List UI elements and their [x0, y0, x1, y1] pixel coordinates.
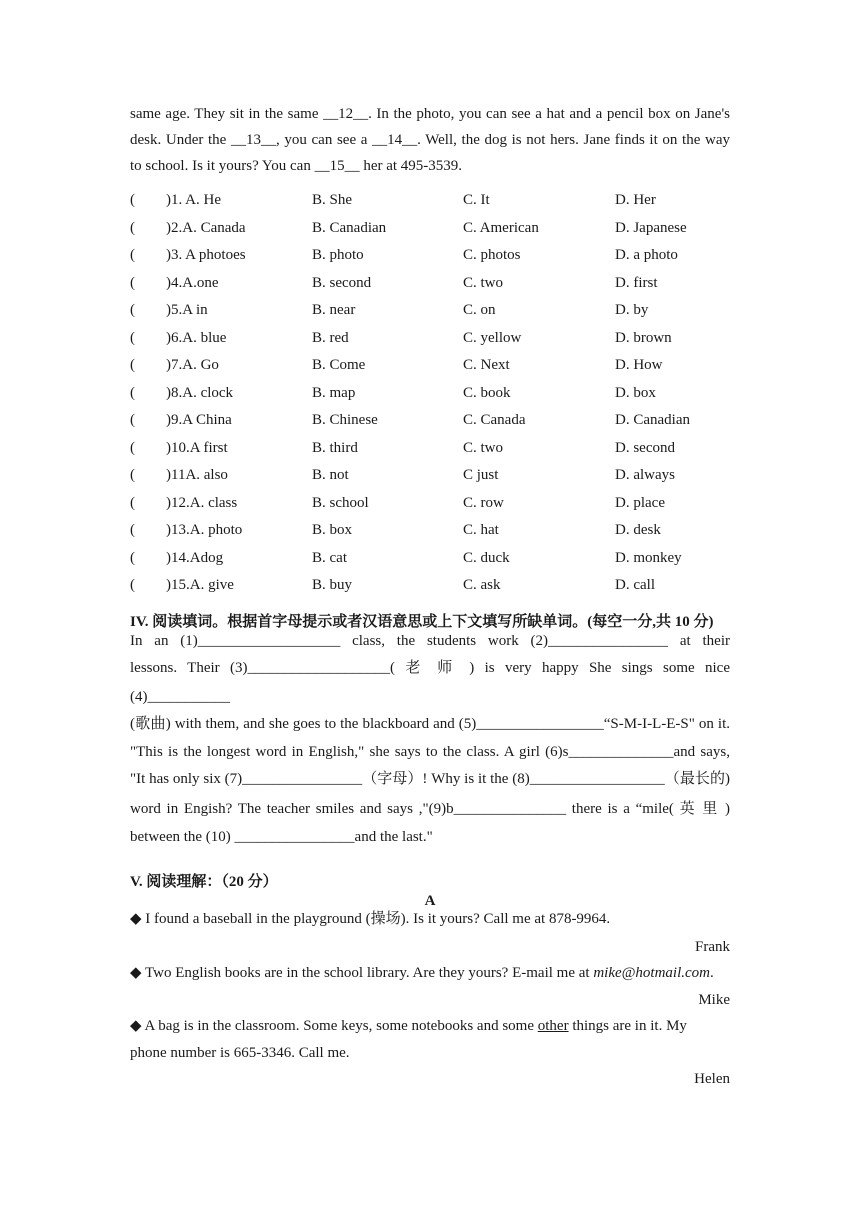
- option-d: D. desk: [615, 522, 661, 538]
- option-a: )15.A. give: [166, 577, 234, 593]
- option-a: )6.A. blue: [166, 329, 227, 346]
- section-5-subheading: A: [424, 893, 436, 909]
- answer-bracket: (: [130, 467, 135, 483]
- option-b: B. map: [312, 384, 356, 401]
- question-row: [130, 575, 730, 595]
- notice-3-line-2: phone number is 665-3346. Call me.: [130, 1045, 350, 1061]
- option-b: B. school: [312, 494, 369, 511]
- option-a: )8.A. clock: [166, 384, 234, 401]
- option-a: )3. A photoes: [166, 247, 246, 263]
- section-4-line-7: word in Engish? The teacher smiles and says ,"(9)b_______________ there is a “mile( 英 里 ): [130, 801, 730, 817]
- passage-line-1: same age. They sit in the same __12__. In the photo, you can see a hat and a pencil box on Jane's: [130, 106, 730, 122]
- answer-bracket: (: [130, 384, 135, 401]
- question-row: [130, 273, 730, 293]
- answer-bracket: (: [130, 219, 135, 236]
- section-4-line-5: "This is the longest word in English," she says to the class. A girl (6)s______________and says,: [130, 744, 730, 760]
- option-d: D. brown: [615, 329, 672, 346]
- answer-bracket: (: [130, 549, 135, 566]
- option-c: C. duck: [463, 549, 510, 566]
- option-c: C. ask: [463, 577, 501, 593]
- option-d: D. first: [615, 274, 658, 291]
- section-4-line-6: "It has only six (7)________________（字母）! Why is it the (8)__________________（最长的): [130, 771, 730, 787]
- section-4-line-1: In an (1)___________________ class, the students work (2)________________ at their: [130, 633, 730, 649]
- question-row: [130, 410, 730, 430]
- section-4-heading: IV. 阅读填词。根据首字母提示或者汉语意思或上下文填写所缺单词。(每空一分,共 10 分): [130, 614, 714, 630]
- notice-3-signature: Helen: [694, 1071, 730, 1087]
- option-c: C. yellow: [463, 329, 522, 346]
- option-c: C. It: [463, 192, 490, 208]
- notice-3-text-a: ◆ A bag is in the classroom. Some keys, some notebooks and some: [130, 1018, 538, 1034]
- option-d: D. monkey: [615, 549, 682, 566]
- option-c: C. Canada: [463, 412, 526, 428]
- notice-2-period: .: [710, 965, 714, 981]
- option-d: D. place: [615, 494, 665, 511]
- question-row: [130, 548, 730, 568]
- question-row: [130, 300, 730, 320]
- question-row: [130, 520, 730, 540]
- answer-bracket: (: [130, 274, 135, 291]
- option-d: D. Japanese: [615, 219, 687, 236]
- option-a: )5.A in: [166, 302, 208, 318]
- option-a: )9.A China: [166, 412, 232, 428]
- option-b: B. Come: [312, 357, 366, 373]
- section-4-line-4: (歌曲) with them, and she goes to the blackboard and (5)_________________“S-M-I-L-E-S" on it.: [130, 716, 730, 732]
- option-b: B. box: [312, 522, 353, 538]
- notice-2: [130, 963, 730, 983]
- answer-bracket: (: [130, 577, 135, 593]
- option-b: B. second: [312, 274, 372, 291]
- question-row: [130, 355, 730, 375]
- notice-3-underlined-word: other: [537, 1018, 569, 1034]
- option-c: C. hat: [463, 522, 499, 538]
- option-d: D. Canadian: [615, 412, 690, 428]
- option-d: D. always: [615, 467, 675, 483]
- passage-line-2: desk. Under the __13__, you can see a __14__. Well, the dog is not hers. Jane finds it on the way: [130, 132, 730, 148]
- option-c: C. Next: [463, 357, 510, 373]
- answer-bracket: (: [130, 439, 135, 456]
- option-b: B. buy: [312, 577, 353, 593]
- section-4-line-8: between the (10) ________________and the last.": [130, 829, 433, 845]
- option-d: D. second: [615, 439, 675, 456]
- option-b: B. She: [312, 192, 353, 208]
- section-4-line-2: lessons. Their (3)___________________( 老 师 ) is very happy She sings some nice: [130, 660, 730, 676]
- option-c: C. on: [463, 302, 496, 318]
- question-row: [130, 218, 730, 238]
- notice-2-email: mike@hotmail.com: [593, 965, 711, 981]
- option-b: B. red: [312, 329, 349, 346]
- option-a: )1. A. He: [166, 192, 221, 208]
- option-c: C. two: [463, 439, 504, 456]
- option-b: B. third: [312, 439, 358, 456]
- answer-bracket: (: [130, 412, 135, 428]
- question-row: [130, 465, 730, 485]
- option-d: D. box: [615, 384, 656, 401]
- answer-bracket: (: [130, 302, 135, 318]
- notice-2-text: ◆ Two English books are in the school library. Are they yours? E-mail me at: [130, 965, 594, 981]
- option-c: C. two: [463, 274, 504, 291]
- option-d: D. How: [615, 357, 663, 373]
- answer-bracket: (: [130, 522, 135, 538]
- option-a: )2.A. Canada: [166, 219, 246, 236]
- answer-bracket: (: [130, 329, 135, 346]
- notice-1-signature: Frank: [695, 939, 730, 955]
- option-d: D. Her: [615, 192, 656, 208]
- question-row: [130, 383, 730, 403]
- option-b: B. Canadian: [312, 219, 387, 236]
- option-a: )4.A.one: [166, 274, 219, 291]
- option-a: )11A. also: [166, 467, 228, 483]
- option-d: D. a photo: [615, 247, 678, 263]
- question-row: [130, 438, 730, 458]
- notice-1: ◆ I found a baseball in the playground (操场). Is it yours? Call me at 878-9964.: [130, 911, 611, 927]
- answer-bracket: (: [130, 247, 135, 263]
- option-c: C. American: [463, 219, 539, 236]
- option-b: B. photo: [312, 247, 364, 263]
- notice-3: [130, 1016, 730, 1036]
- passage-line-3: to school. Is it yours? You can __15__ her at 495-3539.: [130, 158, 463, 174]
- question-row: [130, 245, 730, 265]
- question-row: [130, 493, 730, 513]
- option-d: D. call: [615, 577, 655, 593]
- section-5-heading: V. 阅读理解：（20 分）: [130, 874, 278, 890]
- option-d: D. by: [615, 302, 649, 318]
- question-row: [130, 328, 730, 348]
- answer-bracket: (: [130, 357, 135, 373]
- option-a: )14.Adog: [166, 549, 224, 566]
- option-b: B. near: [312, 302, 356, 318]
- option-a: )12.A. class: [166, 494, 238, 511]
- option-c: C. book: [463, 384, 511, 401]
- option-b: B. cat: [312, 549, 347, 566]
- answer-bracket: (: [130, 192, 135, 208]
- option-a: )13.A. photo: [166, 522, 243, 538]
- option-b: B. not: [312, 467, 349, 483]
- option-b: B. Chinese: [312, 412, 378, 428]
- notice-2-signature: Mike: [698, 992, 730, 1008]
- notice-3-text-b: things are in it. My: [568, 1018, 687, 1034]
- section-4-line-3: (4)___________: [130, 689, 230, 705]
- option-a: )10.A first: [166, 439, 228, 456]
- option-a: )7.A. Go: [166, 357, 219, 373]
- answer-bracket: (: [130, 494, 135, 511]
- option-c: C just: [463, 467, 499, 483]
- option-c: C. photos: [463, 247, 521, 263]
- option-c: C. row: [463, 494, 504, 511]
- question-row: [130, 190, 730, 210]
